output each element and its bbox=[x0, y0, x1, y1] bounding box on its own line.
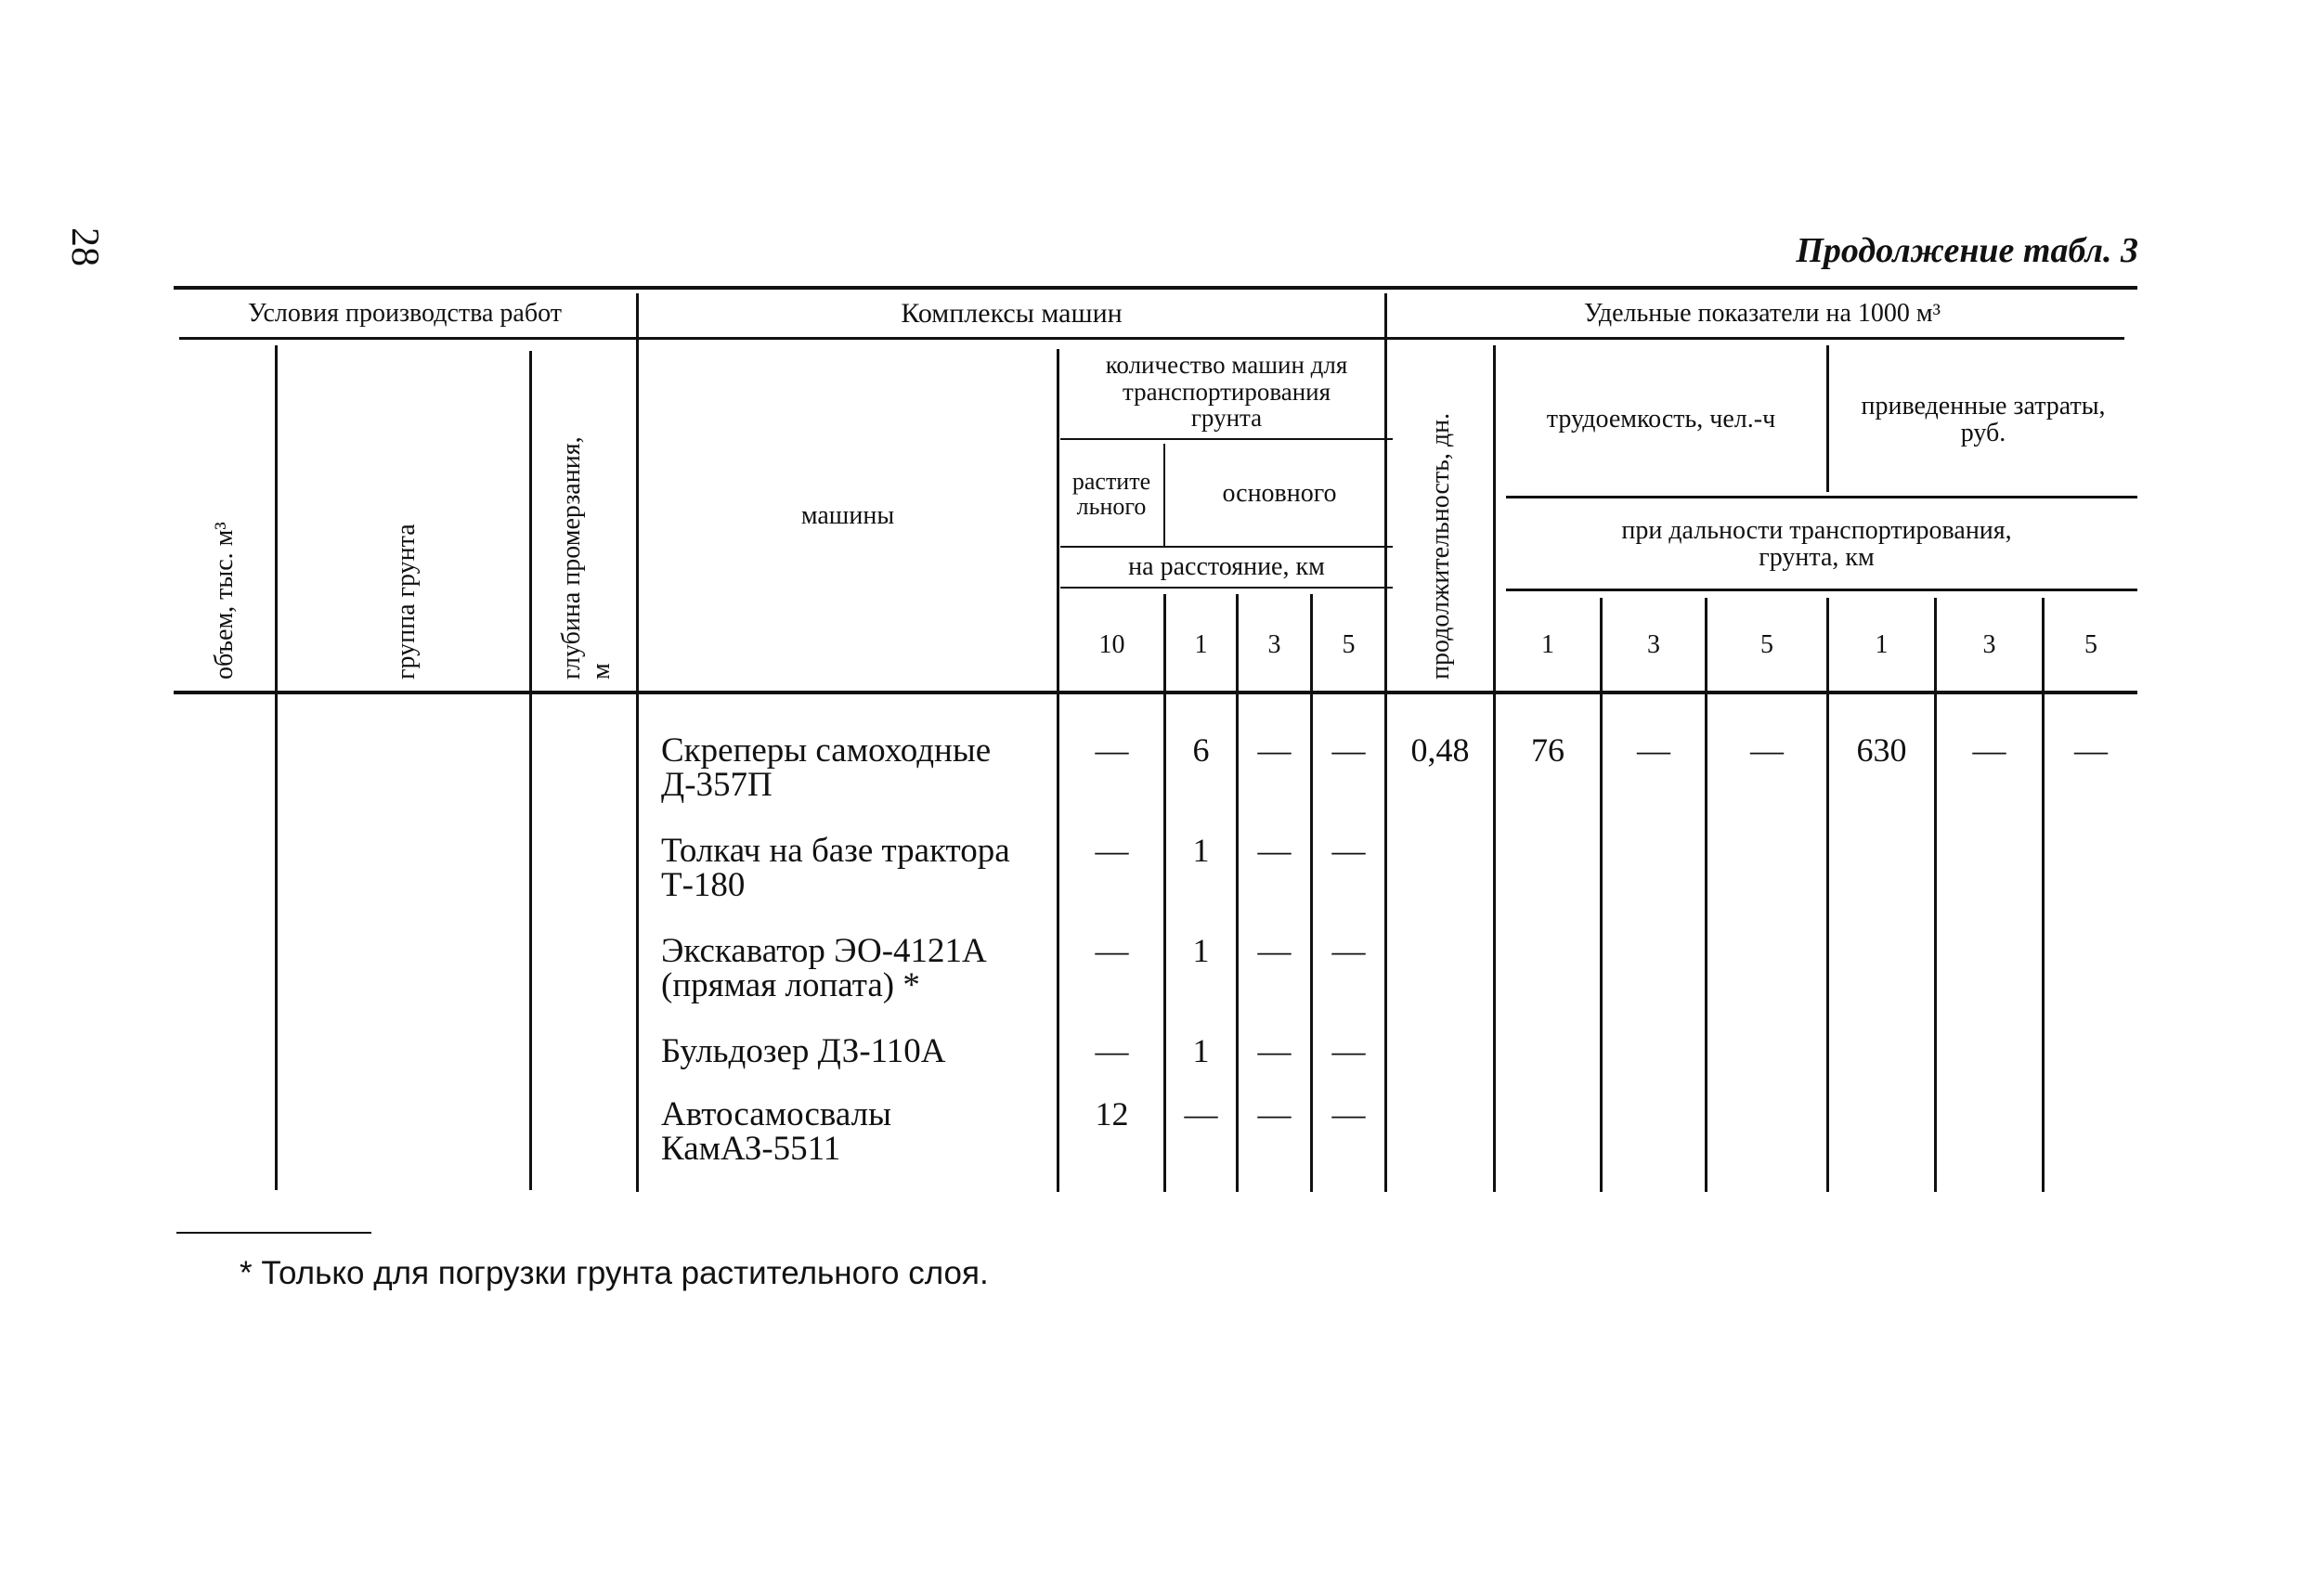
dist-topsoil-10: 10 bbox=[1098, 630, 1125, 660]
qty-cell: — bbox=[1331, 832, 1366, 869]
footnote: * Только для погрузки грунта растительного слоя. bbox=[240, 1255, 989, 1291]
dist-main-1: 1 bbox=[1194, 630, 1208, 660]
v-group-sep bbox=[529, 351, 532, 1190]
header-transport-range: при дальности транспортирования, грунта, км bbox=[1621, 515, 2012, 572]
rule-under-range bbox=[1506, 589, 2137, 591]
labor-value-1: 76 bbox=[1531, 731, 1564, 769]
v-l5-sep bbox=[1826, 598, 1829, 1192]
qty-cell: — bbox=[1095, 1032, 1129, 1069]
dist-labor-3: 3 bbox=[1647, 630, 1660, 660]
qty-cell: — bbox=[1095, 932, 1129, 969]
qty-cell: 12 bbox=[1095, 1095, 1129, 1132]
qty-cell: 1 bbox=[1192, 1032, 1210, 1069]
header-specific-indicators: Удельные показатели на 1000 м³ bbox=[1583, 298, 1941, 328]
header-freeze-depth-unit: м bbox=[587, 663, 616, 679]
dist-labor-5: 5 bbox=[1760, 630, 1773, 660]
qty-cell: 1 bbox=[1192, 832, 1210, 869]
v-topsoil-sep bbox=[1163, 444, 1165, 546]
header-complexes: Комплексы машин bbox=[901, 297, 1123, 329]
header-bottom-rule bbox=[174, 691, 2137, 694]
dist-main-3: 3 bbox=[1267, 630, 1281, 660]
duration-value: 0,48 bbox=[1410, 731, 1470, 769]
header-freeze-depth: глубина промерзания, bbox=[557, 436, 586, 679]
labor-value-5: — bbox=[1750, 731, 1784, 769]
table-caption: Продолжение табл. 3 bbox=[1796, 231, 2138, 270]
header-labor: трудоемкость, чел.-ч bbox=[1546, 405, 1776, 434]
header-qty-topsoil: растительного bbox=[1071, 467, 1151, 520]
costs-value-1: 630 bbox=[1856, 731, 1907, 769]
dist-main-5: 5 bbox=[1342, 630, 1356, 660]
v-volume-sep bbox=[275, 345, 278, 1190]
machine-name: Бульдозер ДЗ-110А bbox=[661, 1032, 946, 1070]
machine-name: Скреперы самоходные Д-357П bbox=[661, 731, 992, 804]
v-c1-sep bbox=[1934, 598, 1937, 1192]
qty-cell: — bbox=[1257, 1095, 1292, 1132]
v-c3-sep bbox=[2042, 598, 2045, 1192]
header-productivity: продолжительность, дн. bbox=[1426, 412, 1455, 679]
footnote-rule bbox=[176, 1232, 371, 1234]
qty-cell: — bbox=[1331, 731, 1366, 769]
header-machines: машины bbox=[800, 501, 895, 531]
qty-cell: — bbox=[1257, 1032, 1292, 1069]
header-qty-main: основного bbox=[1222, 479, 1337, 509]
rule-under-indicators bbox=[1506, 496, 2137, 498]
rule-under-groups bbox=[179, 337, 2124, 340]
qty-cell: — bbox=[1331, 1032, 1366, 1069]
v-l3-sep bbox=[1705, 598, 1707, 1192]
qty-cell: 1 bbox=[1192, 932, 1210, 969]
page-number: 28 bbox=[63, 227, 106, 266]
qty-cell: — bbox=[1095, 731, 1129, 769]
machine-name: Автосамосвалы КамАЗ-5511 bbox=[661, 1095, 891, 1168]
v-machines-sep bbox=[1057, 349, 1059, 1192]
dist-costs-1: 1 bbox=[1875, 630, 1889, 660]
header-qty: количество машин для транспортирования грунта bbox=[1105, 351, 1348, 433]
header-volume: объем, тыс. м³ bbox=[210, 522, 239, 679]
v-l1-sep bbox=[1600, 598, 1603, 1192]
machine-name: Толкач на базе трактора Т-180 bbox=[661, 832, 1010, 904]
header-soil-group: группа грунта bbox=[392, 524, 421, 679]
qty-cell: 6 bbox=[1192, 731, 1210, 769]
rule-under-distance bbox=[1060, 587, 1393, 589]
header-distance: на расстояние, км bbox=[1128, 552, 1325, 582]
costs-value-3: — bbox=[1972, 731, 2006, 769]
qty-cell: — bbox=[1331, 932, 1366, 969]
top-rule bbox=[174, 286, 2137, 290]
qty-cell: — bbox=[1331, 1095, 1366, 1132]
labor-value-3: — bbox=[1637, 731, 1670, 769]
dist-costs-3: 3 bbox=[1982, 630, 1996, 660]
header-conditions: Условия производства работ bbox=[248, 298, 562, 328]
rule-under-qty bbox=[1060, 438, 1393, 440]
costs-value-5: — bbox=[2074, 731, 2108, 769]
qty-cell: — bbox=[1257, 932, 1292, 969]
machine-name: Экскаватор ЭО-4121А (прямая лопата) * bbox=[661, 932, 987, 1004]
qty-cell: — bbox=[1257, 731, 1292, 769]
qty-cell: — bbox=[1257, 832, 1292, 869]
dist-labor-1: 1 bbox=[1541, 630, 1554, 660]
dist-costs-5: 5 bbox=[2084, 630, 2097, 660]
qty-cell: — bbox=[1095, 832, 1129, 869]
header-costs: приведенные затраты, руб. bbox=[1861, 391, 2106, 447]
qty-cell: — bbox=[1184, 1095, 1218, 1132]
